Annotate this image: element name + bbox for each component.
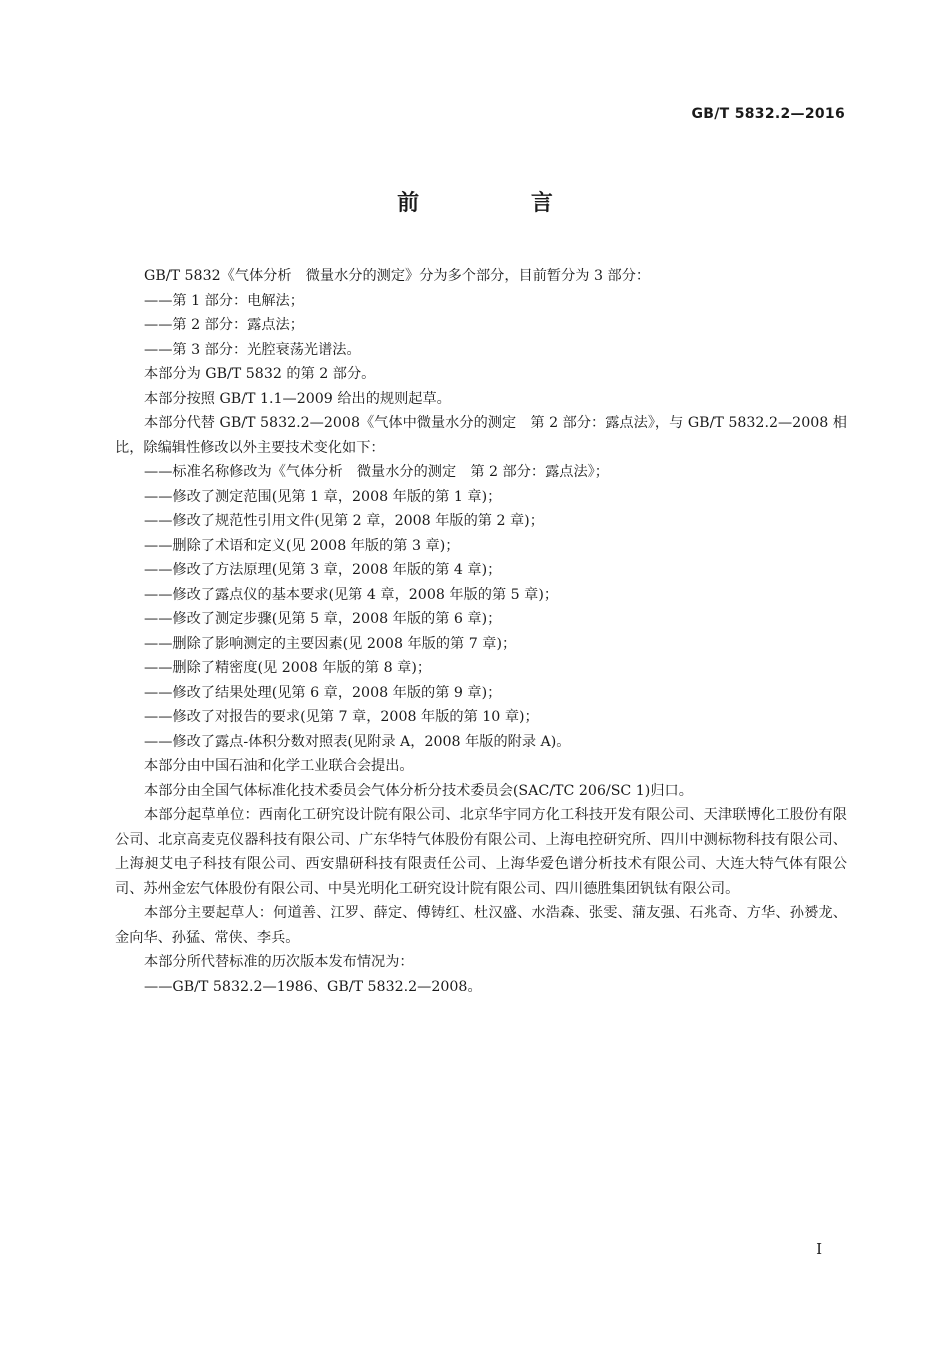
paragraph: 本部分所代替标准的历次版本发布情况为： (144, 954, 414, 970)
foreword-body (115, 264, 847, 999)
paragraph: 本部分起草单位：西南化工研究设计院有限公司、北京华宇同方化工科技开发有限公司、天津联博化工股份有限公司、北京高麦克仪器科技有限公司、广东华特气体股份有限公司、上海电控研究所、四川中测标物科技有限公司、上海昶艾电子科技有限公司、西安鼎研科技有限责任公司、上海华爱色谱分析技术有限公司、大连大特气体有限公司、苏州金宏气体股份有限公司、中昊光明化工研究设计院有限公司、四川德胜集团钒钛有限公司。 (115, 807, 847, 897)
paragraph: 本部分为 GB/T 5832 的第 2 部分。 (144, 366, 376, 382)
list-item: ——第 3 部分：光腔衰荡光谱法。 (144, 341, 361, 358)
list-item: ——修改了露点-体积分数对照表(见附录 A，2008 年版的附录 A)。 (144, 733, 571, 750)
list-item: ——修改了测定步骤(见第 5 章，2008 年版的第 6 章)； (144, 611, 502, 627)
list-item: ——第 2 部分：露点法； (144, 317, 304, 333)
list-item: ——修改了结果处理(见第 6 章，2008 年版的第 9 章)； (144, 684, 502, 701)
list-item: ——第 1 部分：电解法； (144, 292, 304, 309)
list-item: ——修改了测定范围(见第 1 章，2008 年版的第 1 章)； (144, 488, 502, 505)
list-item: ——标准名称修改为《气体分析 微量水分的测定 第 2 部分：露点法》； (144, 464, 609, 480)
standard-code: GB/T 5832.2—2016 (691, 106, 845, 122)
paragraph: 本部分由中国石油和化学工业联合会提出。 (144, 758, 414, 774)
list-item: ——删除了精密度(见 2008 年版的第 8 章)； (144, 660, 432, 676)
list-item: ——修改了规范性引用文件(见第 2 章，2008 年版的第 2 章)； (144, 513, 544, 529)
paragraph: 本部分主要起草人：何道善、江罗、薛定、傅铸红、杜汉盛、水浩森、张雯、蒲友强、石兆奇、方华、孙赟龙、金向华、孙猛、常侠、李兵。 (115, 905, 847, 946)
list-item: ——删除了术语和定义(见 2008 年版的第 3 章)； (144, 537, 460, 554)
paragraph: GB/T 5832《气体分析 微量水分的测定》分为多个部分，目前暂分为 3 部分： (144, 268, 651, 284)
page-number: I (816, 1240, 822, 1258)
list-item: ——删除了影响测定的主要因素(见 2008 年版的第 7 章)； (144, 635, 517, 652)
page-title: 前 言 (397, 191, 605, 216)
paragraph: 本部分代替 GB/T 5832.2—2008《气体中微量水分的测定 第 2 部分：露点法》，与 GB/T 5832.2—2008 相比，除编辑性修改以外主要技术变化如下： (115, 415, 847, 456)
list-item: ——修改了方法原理(见第 3 章，2008 年版的第 4 章)； (144, 562, 502, 578)
list-item: ——GB/T 5832.2—1986、GB/T 5832.2—2008。 (144, 978, 482, 995)
paragraph: 本部分由全国气体标准化技术委员会气体分析分技术委员会(SAC/TC 206/SC 1)归口。 (144, 782, 693, 799)
paragraph: 本部分按照 GB/T 1.1—2009 给出的规则起草。 (144, 390, 451, 407)
list-item: ——修改了对报告的要求(见第 7 章，2008 年版的第 10 章)； (144, 709, 539, 725)
list-item: ——修改了露点仪的基本要求(见第 4 章，2008 年版的第 5 章)； (144, 586, 559, 603)
